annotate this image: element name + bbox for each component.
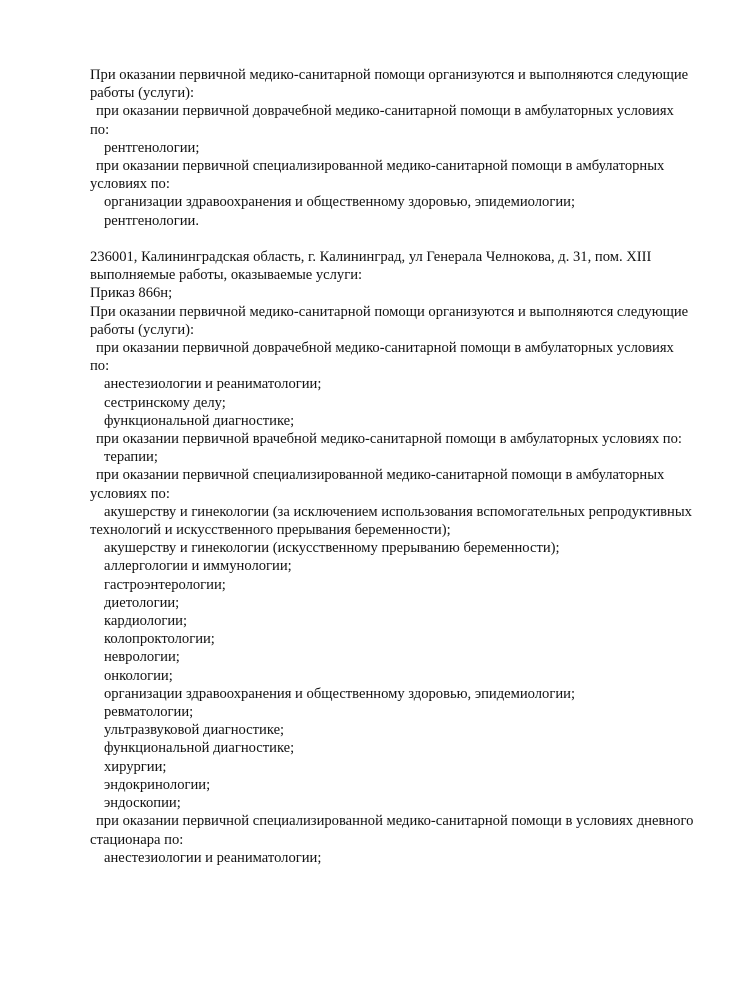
list-item: гастроэнтерологии; <box>104 576 226 593</box>
list-item: эндокринологии; <box>104 776 211 793</box>
list-item: неврологии; <box>104 649 180 666</box>
section-1 <box>90 66 725 230</box>
group-heading: при оказании первичной врачебной медико-санитарной помощи в амбулаторных условиях по: <box>96 431 682 448</box>
intro-line: При оказании первичной медико-санитарной помощи организуются и выполняются следующие <box>90 303 689 320</box>
list-item: рентгенологии. <box>104 212 199 229</box>
list-item: рентгенологии; <box>104 139 200 156</box>
address-line: 236001, Калининградская область, г. Калининград, ул Генерала Челнокова, д. 31, пом. XIII <box>90 249 652 265</box>
list-item: диетологии; <box>104 594 180 611</box>
list-item: онкологии; <box>104 667 173 684</box>
group-heading: стационара по: <box>90 831 184 848</box>
list-item: аллергологии и иммунологии; <box>104 558 292 575</box>
group-heading: при оказании первичной доврачебной медико-санитарной помощи в амбулаторных условиях <box>96 103 674 120</box>
intro-line: При оказании первичной медико-санитарной помощи организуются и выполняются следующие <box>90 67 689 83</box>
list-item: колопроктологии; <box>104 631 215 648</box>
list-item: организации здравоохранения и общественному здоровью, эпидемиологии; <box>104 685 576 702</box>
list-item: сестринскому делу; <box>104 394 226 411</box>
group-heading: при оказании первичной доврачебной медико-санитарной помощи в амбулаторных условиях <box>96 340 674 357</box>
list-item: организации здравоохранения и общественному здоровью, эпидемиологии; <box>104 194 576 211</box>
order-line: Приказ 866н; <box>90 285 173 302</box>
list-item: кардиологии; <box>104 613 188 630</box>
list-item: эндоскопии; <box>104 795 181 812</box>
list-item: ревматологии; <box>104 704 194 721</box>
list-item: акушерству и гинекологии (искусственному прерыванию беременности); <box>104 540 560 557</box>
intro-line: работы (услуги): <box>90 85 195 102</box>
list-item: акушерству и гинекологии (за исключением использования вспомогательных репродуктивных <box>104 503 692 520</box>
group-heading: при оказании первичной специализированной медико-санитарной помощи в амбулаторных <box>96 158 665 175</box>
list-item: терапии; <box>104 449 158 466</box>
group-heading: по: <box>90 358 110 375</box>
list-item: функциональной диагностике; <box>104 412 295 429</box>
list-item: технологий и искусственного прерывания беременности); <box>90 522 451 539</box>
group-heading: условиях по: <box>90 176 170 193</box>
works-label: выполняемые работы, оказываемые услуги: <box>90 267 363 284</box>
group-heading: при оказании первичной специализированной медико-санитарной помощи в амбулаторных <box>96 467 665 484</box>
list-item: анестезиологии и реаниматологии; <box>104 376 322 393</box>
group-heading: при оказании первичной специализированной медико-санитарной помощи в условиях дневного <box>96 813 694 830</box>
list-item: хирургии; <box>104 758 167 775</box>
intro-line: работы (услуги): <box>90 321 195 338</box>
list-item: анестезиологии и реаниматологии; <box>104 849 322 866</box>
list-item: ультразвуковой диагностике; <box>104 722 285 739</box>
group-heading: условиях по: <box>90 485 170 502</box>
list-item: функциональной диагностике; <box>104 740 295 757</box>
group-heading: по: <box>90 121 110 138</box>
section-2 <box>90 248 725 867</box>
